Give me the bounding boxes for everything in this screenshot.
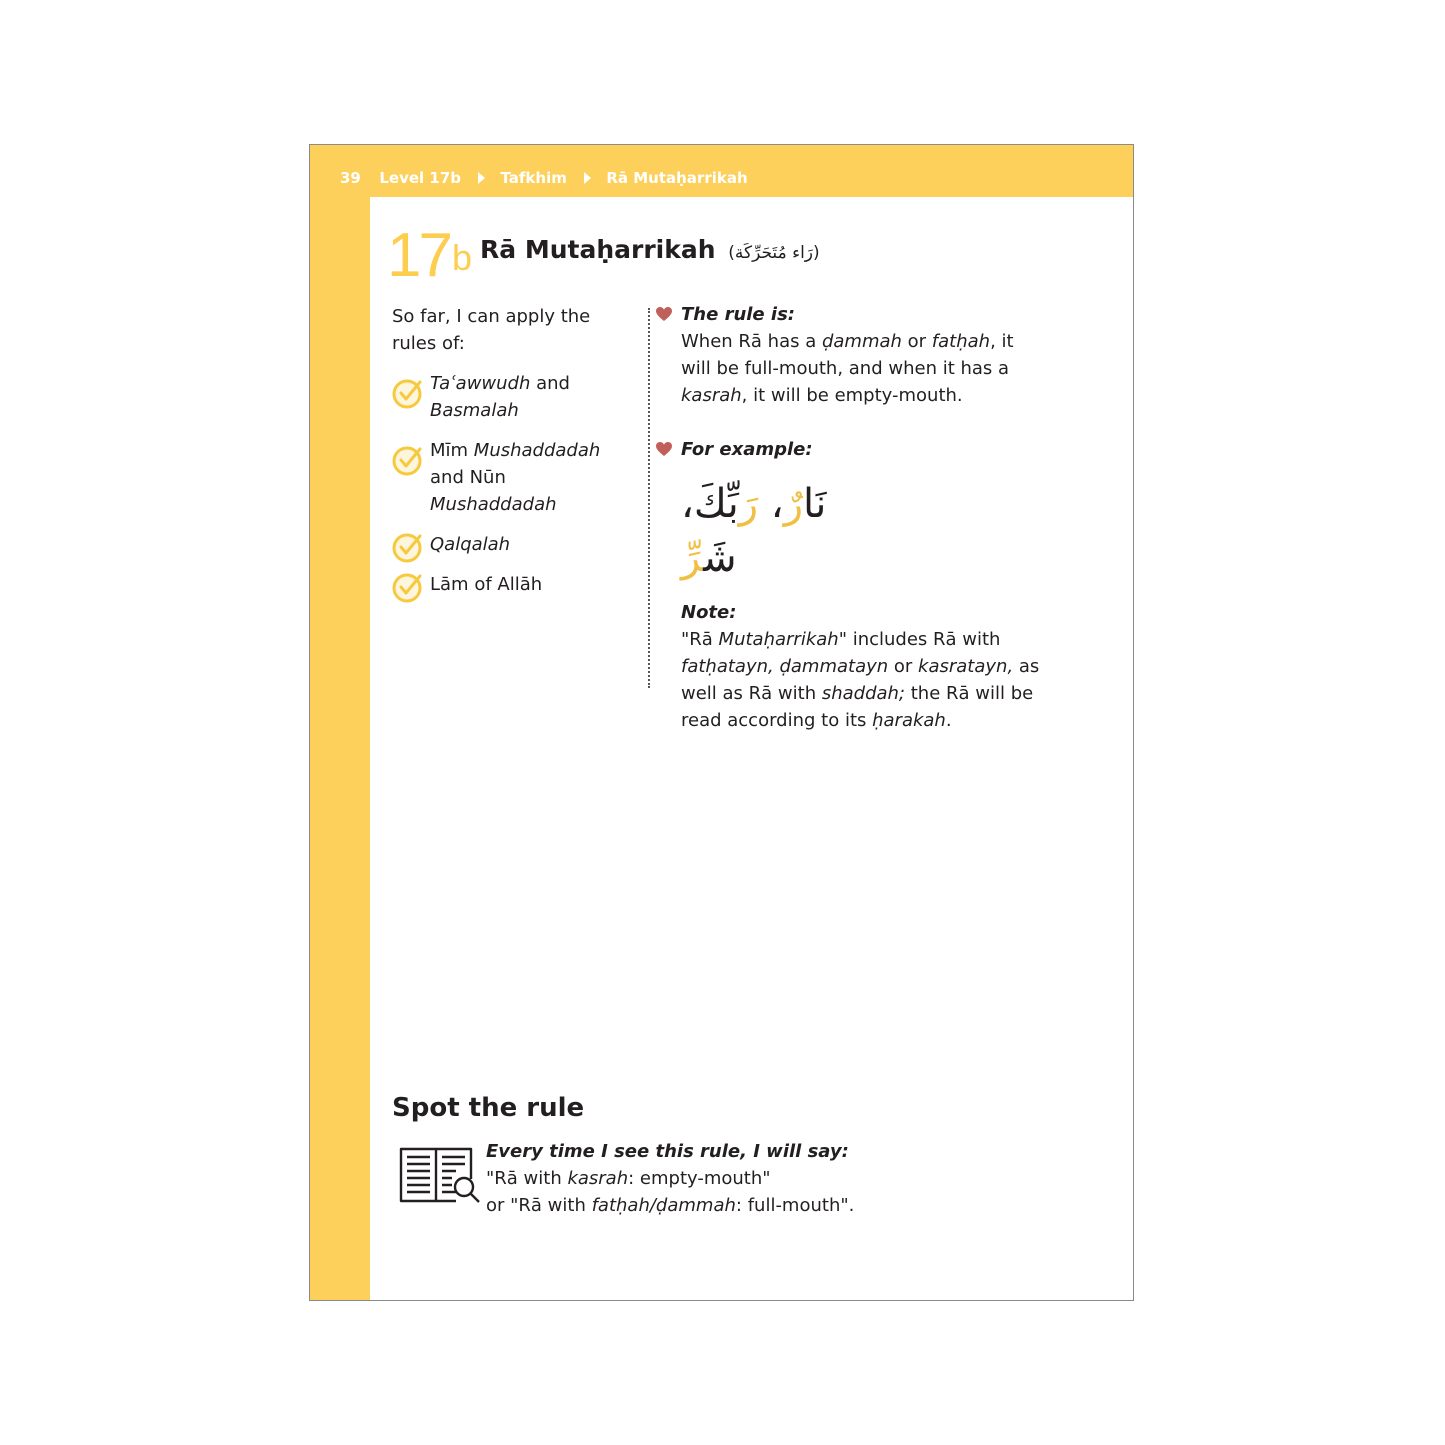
checklist-text: and Nūn bbox=[430, 467, 506, 488]
checklist-text: Mushaddadah bbox=[473, 440, 601, 461]
checklist-text: and bbox=[530, 373, 570, 394]
checklist-text: Qalqalah bbox=[430, 534, 511, 555]
checklist-item bbox=[392, 437, 632, 518]
arabic-example-word bbox=[694, 481, 758, 527]
checklist-text: Mīm bbox=[430, 440, 474, 461]
check-circle-icon bbox=[392, 444, 424, 476]
rule-text-part: When Rā has a bbox=[681, 331, 822, 352]
check-circle-icon bbox=[392, 377, 424, 409]
checklist-text: Basmalah bbox=[430, 400, 519, 421]
checklist-item-label bbox=[430, 531, 632, 558]
title-arabic: (رَاء مُتَحَرِّكَة) bbox=[728, 243, 820, 263]
spot-text-part: kasrah bbox=[567, 1168, 629, 1189]
level-number: 17 bbox=[387, 221, 450, 290]
heart-icon bbox=[656, 442, 672, 457]
note-block bbox=[681, 599, 1041, 734]
caret-right-icon bbox=[584, 172, 591, 184]
arabic-letter: بِّكَ bbox=[693, 481, 739, 527]
spot-heading: Every time I see this rule, I will say: bbox=[486, 1141, 849, 1162]
arabic-examples bbox=[681, 477, 881, 585]
spot-text-part: : full-mouth". bbox=[735, 1195, 855, 1216]
checklist-text: Lām of Allāh bbox=[430, 574, 543, 595]
rule-block bbox=[681, 301, 1041, 409]
book-page bbox=[309, 144, 1134, 1301]
rule-text-part: fatḥah bbox=[931, 331, 991, 352]
note-heading: Note: bbox=[681, 602, 737, 623]
book-search-icon bbox=[398, 1143, 486, 1211]
breadcrumb-topic: Rā Mutaḥarrikah bbox=[606, 168, 748, 187]
spot-text-part: "Rā with bbox=[486, 1168, 568, 1189]
note-text bbox=[681, 626, 1041, 734]
note-text-part: shaddah; bbox=[821, 683, 905, 704]
check-circle-icon bbox=[392, 531, 424, 563]
checklist-item bbox=[392, 571, 632, 598]
arabic-letter: رٌ bbox=[783, 481, 804, 527]
note-text-part: as well as Rā with bbox=[681, 656, 1040, 704]
note-text-part: fatḥatayn, ḍammatayn bbox=[681, 656, 889, 677]
page-number: 39 bbox=[340, 168, 361, 187]
arabic-letter: رَ bbox=[738, 481, 759, 527]
spot-text-part: : empty-mouth" bbox=[628, 1168, 771, 1189]
checklist-item-label bbox=[430, 370, 632, 424]
check-circle-icon bbox=[392, 571, 424, 603]
prior-rules-checklist bbox=[392, 370, 632, 598]
note-text-part: "Rā bbox=[681, 629, 719, 650]
arabic-letter: نَا bbox=[803, 481, 827, 527]
checklist-text: Mushaddadah bbox=[430, 494, 557, 515]
rule-text-part: , it will be empty-mouth. bbox=[741, 385, 963, 406]
rule-heading: The rule is: bbox=[681, 304, 795, 325]
arabic-example-word bbox=[681, 535, 737, 581]
level-badge bbox=[387, 221, 472, 290]
checklist-item bbox=[392, 370, 632, 424]
checklist-text: Taʿawwudh bbox=[430, 373, 531, 394]
spot-line-1 bbox=[486, 1165, 854, 1192]
checklist-item bbox=[392, 531, 632, 558]
arabic-separator: ، bbox=[681, 481, 694, 527]
spot-text-part: or "Rā with bbox=[486, 1195, 592, 1216]
checklist-item-label bbox=[430, 571, 632, 598]
arabic-example-word bbox=[784, 481, 827, 527]
spot-the-rule-text bbox=[486, 1138, 854, 1219]
page-title bbox=[480, 235, 820, 264]
rule-text-part: ḍammah bbox=[821, 331, 902, 352]
rule-column bbox=[681, 301, 1041, 734]
breadcrumb-section: Tafkhim bbox=[500, 168, 567, 187]
arabic-separator: ، bbox=[758, 481, 784, 527]
spot-text-part: fatḥah/ḍammah bbox=[591, 1195, 736, 1216]
breadcrumb bbox=[340, 168, 748, 187]
level-letter: b bbox=[451, 237, 472, 278]
note-text-part: or bbox=[888, 656, 919, 677]
heart-icon bbox=[656, 307, 672, 322]
spot-the-rule-title: Spot the rule bbox=[392, 1093, 585, 1123]
note-text-part: . bbox=[945, 710, 952, 731]
example-block bbox=[681, 436, 1041, 585]
note-text-part: the Rā will be read according to its bbox=[681, 683, 1034, 731]
note-text-part: ḥarakah bbox=[872, 710, 946, 731]
side-bar bbox=[310, 145, 370, 1300]
caret-right-icon bbox=[478, 172, 485, 184]
arabic-letter: رِّ bbox=[681, 535, 704, 581]
rule-text-part: , it will be full-mouth, and when it has a bbox=[681, 331, 1014, 379]
spot-line-2 bbox=[486, 1192, 854, 1219]
breadcrumb-level: Level 17b bbox=[379, 168, 462, 187]
rule-text-part: or bbox=[901, 331, 932, 352]
column-divider bbox=[648, 308, 650, 688]
note-text-part: " includes Rā with bbox=[838, 629, 1001, 650]
rule-text bbox=[681, 328, 1041, 409]
example-heading: For example: bbox=[681, 439, 813, 460]
note-text-part: kasratayn, bbox=[918, 656, 1014, 677]
title-text: Rā Mutaḥarrikah bbox=[480, 235, 716, 264]
prior-rules-intro: So far, I can apply the rules of: bbox=[392, 306, 591, 354]
checklist-item-label bbox=[430, 437, 632, 518]
prior-rules-column bbox=[392, 303, 632, 611]
rule-text-part: kasrah bbox=[681, 385, 742, 406]
note-text-part: Mutaḥarrikah bbox=[718, 629, 839, 650]
arabic-letter: شَ bbox=[703, 535, 737, 581]
